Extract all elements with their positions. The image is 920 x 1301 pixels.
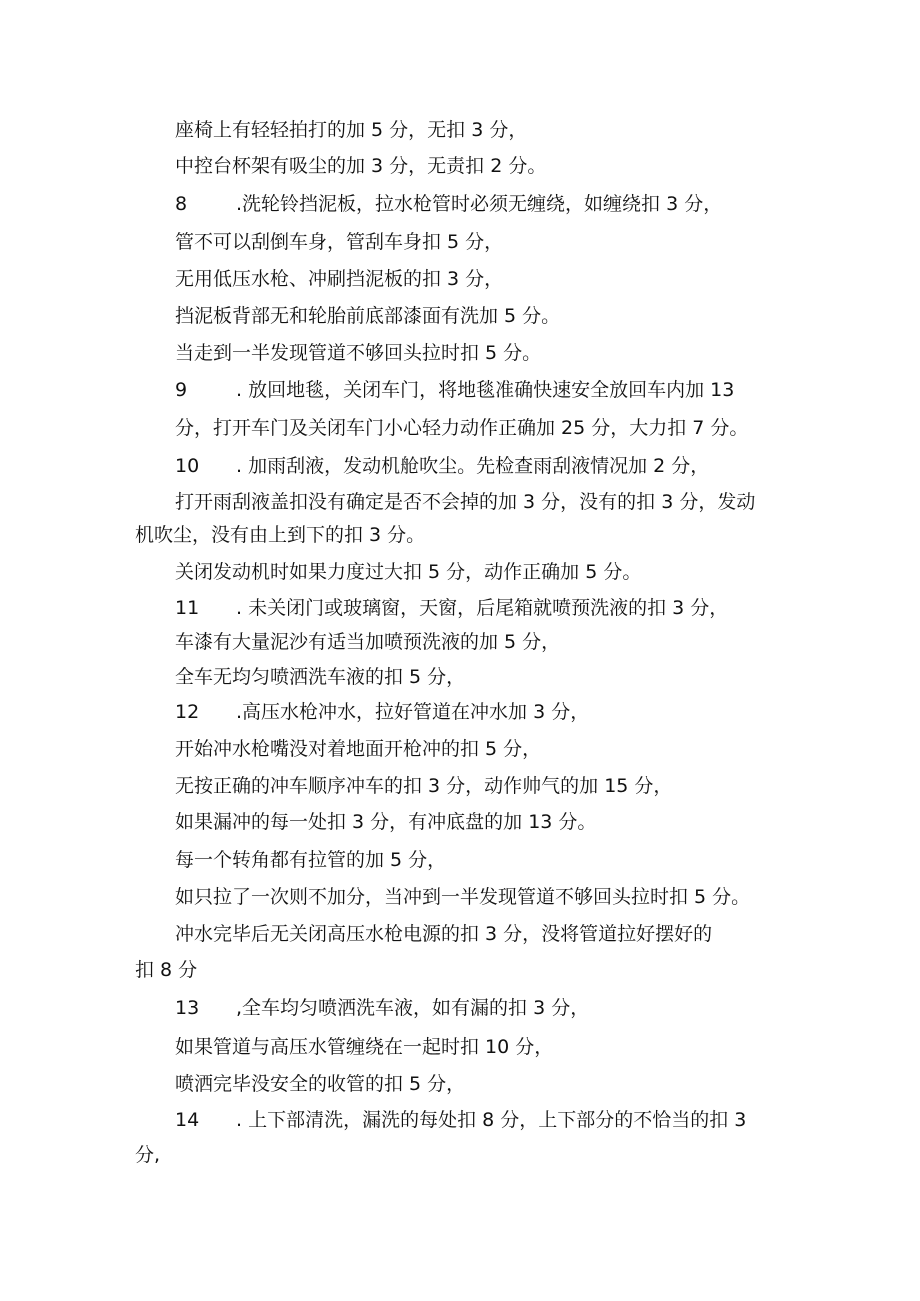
text-line: 当走到一半发现管道不够回头拉时扣 5 分。 — [175, 342, 542, 364]
text-line: 管不可以刮倒车身，管刮车身扣 5 分， — [175, 231, 504, 253]
text-line: 挡泥板背部无和轮胎前底部漆面有洗加 5 分。 — [175, 305, 561, 327]
text-line: . 上下部清洗，漏洗的每处扣 8 分，上下部分的不恰当的扣 3 — [236, 1109, 747, 1131]
text-line: 冲水完毕后无关闭高压水枪电源的扣 3 分，没将管道拉好摆好的 — [175, 923, 713, 945]
item-number: 9 — [175, 379, 188, 401]
text-line: 开始冲水枪嘴没对着地面开枪冲的扣 5 分， — [175, 738, 542, 760]
text-line: 如只拉了一次则不加分，当冲到一半发现管道不够回头拉时扣 5 分。 — [175, 886, 751, 908]
text-line: 机吹尘，没有由上到下的扣 3 分。 — [135, 524, 426, 546]
text-line: .高压水枪冲水，拉好管道在冲水加 3 分， — [236, 701, 590, 723]
text-line: .洗轮铃挡泥板，拉水枪管时必须无缠绕，如缠绕扣 3 分， — [236, 193, 723, 215]
text-line: 如果管道与高压水管缠绕在一起时扣 10 分， — [175, 1036, 554, 1058]
text-line: ,全车均匀喷洒洗车液，如有漏的扣 3 分， — [236, 997, 590, 1019]
text-line: 全车无均匀喷洒洗车液的扣 5 分， — [175, 666, 466, 688]
text-line: . 放回地毯，关闭车门，将地毯准确快速安全放回车内加 13 — [236, 379, 735, 401]
text-line: 喷洒完毕没安全的收管的扣 5 分， — [175, 1073, 466, 1095]
text-line: 无用低压水枪、冲刷挡泥板的扣 3 分， — [175, 268, 504, 290]
item-number: 13 — [175, 997, 200, 1019]
item-number: 14 — [175, 1109, 200, 1131]
text-line: 座椅上有轻轻拍打的加 5 分，无扣 3 分， — [175, 119, 528, 141]
text-line: 关闭发动机时如果力度过大扣 5 分，动作正确加 5 分。 — [175, 561, 642, 583]
text-line: . 未关闭门或玻璃窗，天窗，后尾箱就喷预洗液的扣 3 分， — [236, 597, 729, 619]
text-line: 扣 8 分 — [135, 959, 198, 981]
text-line: 打开雨刮液盖扣没有确定是否不会掉的加 3 分，没有的扣 3 分，发动 — [175, 491, 756, 513]
text-line: 分，打开车门及关闭车门小心轻力动作正确加 25 分，大力扣 7 分。 — [175, 417, 749, 439]
item-number: 12 — [175, 701, 200, 723]
text-line: 每一个转角都有拉管的加 5 分， — [175, 849, 447, 871]
item-number: 11 — [175, 597, 200, 619]
text-line: 无按正确的冲车顺序冲车的扣 3 分，动作帅气的加 15 分， — [175, 775, 673, 797]
item-number: 10 — [175, 455, 200, 477]
text-line: 如果漏冲的每一处扣 3 分，有冲底盘的加 13 分。 — [175, 811, 597, 833]
text-line: 车漆有大量泥沙有适当加喷预洗液的加 5 分， — [175, 631, 561, 653]
item-number: 8 — [175, 193, 188, 215]
text-line: 中控台杯架有吸尘的加 3 分，无责扣 2 分。 — [175, 155, 547, 177]
text-line: . 加雨刮液，发动机舱吹尘。先检查雨刮液情况加 2 分， — [236, 455, 710, 477]
text-line: 分, — [135, 1144, 161, 1166]
